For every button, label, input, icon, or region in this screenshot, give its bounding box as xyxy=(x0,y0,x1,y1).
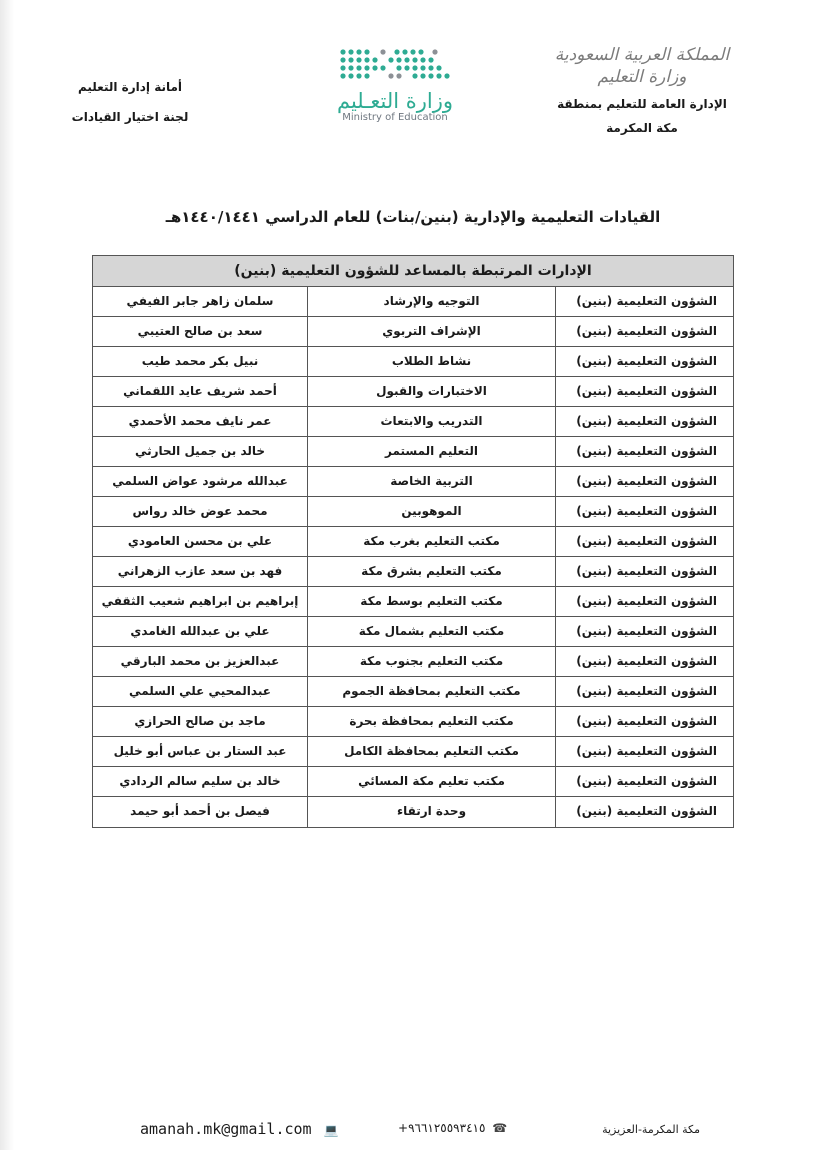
table-row xyxy=(93,407,733,437)
ministry-logo xyxy=(300,46,490,124)
table-row xyxy=(93,587,733,617)
leader-name-cell: عبدالعزيز بن محمد البارقي xyxy=(120,654,280,668)
leader-name-cell: عمر نايف محمد الأحمدي xyxy=(128,414,272,428)
sector-cell: الشؤون التعليمية (بنين) xyxy=(555,497,733,526)
sector-cell: الشؤون التعليمية (بنين) xyxy=(555,587,733,616)
department-cell: الموهوبين xyxy=(307,497,555,526)
department-cell: وحدة ارتقاء xyxy=(307,797,555,827)
table-row xyxy=(93,527,733,557)
sector-cell: الشؤون التعليمية (بنين) xyxy=(555,617,733,646)
table-row xyxy=(93,377,733,407)
sector-cell: الشؤون التعليمية (بنين) xyxy=(555,647,733,676)
table-row xyxy=(93,617,733,647)
footer-address: مكة المكرمة-العزيزية xyxy=(602,1123,700,1136)
footer-email-block xyxy=(140,1120,342,1138)
department-cell: مكتب التعليم بشمال مكة xyxy=(307,617,555,646)
table-row xyxy=(93,467,733,497)
table-row xyxy=(93,767,733,797)
leader-name-cell: خالد بن جميل الحارثي xyxy=(134,444,266,458)
phone-fax-icon: ☎ xyxy=(492,1121,508,1135)
sector-cell: الشؤون التعليمية (بنين) xyxy=(555,437,733,466)
secretariat-label: أمانة إدارة التعليم xyxy=(77,80,183,94)
table-row xyxy=(93,317,733,347)
sector-cell: الشؤون التعليمية (بنين) xyxy=(555,557,733,586)
sector-cell: الشؤون التعليمية (بنين) xyxy=(555,527,733,556)
leaders-table xyxy=(92,255,734,828)
table-body xyxy=(93,287,733,827)
leader-name-cell: سعد بن صالح العتيبي xyxy=(137,324,263,338)
table-row xyxy=(93,677,733,707)
header-left-block xyxy=(60,72,200,132)
leader-name-cell: عبد الستار بن عباس أبو خليل xyxy=(113,744,287,758)
leader-name-cell: ماجد بن صالح الحرازي xyxy=(134,714,266,728)
page-footer xyxy=(140,1118,700,1142)
table-row xyxy=(93,647,733,677)
leader-name-cell: محمد عوض خالد رواس xyxy=(132,504,268,518)
department-cell: التربية الخاصة xyxy=(307,467,555,496)
sector-cell: الشؤون التعليمية (بنين) xyxy=(555,707,733,736)
department-cell: مكتب التعليم بمحافظة بحرة xyxy=(307,707,555,736)
department-cell: مكتب التعليم بمحافظة الجموم xyxy=(307,677,555,706)
leader-name-cell: فهد بن سعد عازب الزهراني xyxy=(117,564,283,578)
department-cell: مكتب التعليم بمحافظة الكامل xyxy=(307,737,555,766)
sector-cell: الشؤون التعليمية (بنين) xyxy=(555,407,733,436)
table-row xyxy=(93,287,733,317)
committee-label: لجنة اختيار القيادات xyxy=(71,110,189,124)
department-cell: التدريب والابتعاث xyxy=(307,407,555,436)
dots-logo-icon xyxy=(335,46,455,86)
table-row xyxy=(93,557,733,587)
computer-icon: 💻 xyxy=(323,1123,339,1137)
department-cell: التعليم المستمر xyxy=(307,437,555,466)
document-title: القيادات التعليمية والإدارية (بنين/بنات) للعام الدراسي ١٤٤٠/١٤٤١هـ xyxy=(165,208,661,226)
table-row xyxy=(93,737,733,767)
page-edge-shadow xyxy=(0,0,14,1150)
sector-cell: الشؤون التعليمية (بنين) xyxy=(555,797,733,827)
leader-name-cell: فيصل بن أحمد أبو حيمد xyxy=(130,804,270,818)
leader-name-cell: سلمان زاهر جابر الفيفي xyxy=(126,294,274,308)
table-row xyxy=(93,437,733,467)
leader-name-cell: خالد بن سليم سالم الردادي xyxy=(119,774,281,788)
leader-name-cell: عبدالله مرشود عواض السلمي xyxy=(112,474,288,488)
footer-phone-block xyxy=(398,1121,510,1135)
header-right-block xyxy=(542,44,742,136)
leader-name-cell: عبدالمحيي علي السلمي xyxy=(129,684,271,698)
department-cell: نشاط الطلاب xyxy=(307,347,555,376)
phone-number: +٩٦٦١٢٥٥٩٣٤١٥ xyxy=(398,1121,486,1135)
department-cell: التوجيه والإرشاد xyxy=(307,287,555,316)
table-row xyxy=(93,707,733,737)
leader-name-cell: إبراهيم بن ابراهيم شعيب الثقفي xyxy=(101,594,299,608)
leader-name-cell: نبيل بكر محمد طيب xyxy=(141,354,259,368)
leader-name-cell: أحمد شريف عايد اللقماني xyxy=(123,384,277,398)
logo-arabic-text: وزارة التعـليم xyxy=(336,89,454,113)
table-header: الإدارات المرتبطة بالمساعد للشؤون التعليمية (بنين) xyxy=(93,256,733,287)
ministry-calligraphy: وزارة التعليم xyxy=(597,67,687,87)
sector-cell: الشؤون التعليمية (بنين) xyxy=(555,287,733,316)
leader-name-cell: علي بن محسن العامودي xyxy=(127,534,273,548)
sector-cell: الشؤون التعليمية (بنين) xyxy=(555,677,733,706)
department-cell: مكتب التعليم بشرق مكة xyxy=(307,557,555,586)
table-row xyxy=(93,497,733,527)
email-address[interactable]: amanah.mk@gmail.com xyxy=(140,1120,312,1138)
sector-cell: الشؤون التعليمية (بنين) xyxy=(555,317,733,346)
leader-name-cell: علي بن عبدالله الغامدي xyxy=(130,624,270,638)
table-row xyxy=(93,347,733,377)
department-cell: الإشراف التربوي xyxy=(307,317,555,346)
department-cell: مكتب التعليم بغرب مكة xyxy=(307,527,555,556)
department-cell: مكتب تعليم مكة المسائي xyxy=(307,767,555,796)
department-line-1: الإدارة العامة للتعليم بمنطقة xyxy=(557,97,727,111)
department-line-2: مكة المكرمة xyxy=(606,121,678,135)
kingdom-calligraphy: المملكة العربية السعودية xyxy=(554,45,730,65)
sector-cell: الشؤون التعليمية (بنين) xyxy=(555,467,733,496)
sector-cell: الشؤون التعليمية (بنين) xyxy=(555,347,733,376)
sector-cell: الشؤون التعليمية (بنين) xyxy=(555,737,733,766)
table-row xyxy=(93,797,733,827)
sector-cell: الشؤون التعليمية (بنين) xyxy=(555,377,733,406)
sector-cell: الشؤون التعليمية (بنين) xyxy=(555,767,733,796)
department-cell: الاختبارات والقبول xyxy=(307,377,555,406)
logo-english-text: Ministry of Education xyxy=(342,112,448,123)
department-cell: مكتب التعليم بوسط مكة xyxy=(307,587,555,616)
department-cell: مكتب التعليم بجنوب مكة xyxy=(307,647,555,676)
